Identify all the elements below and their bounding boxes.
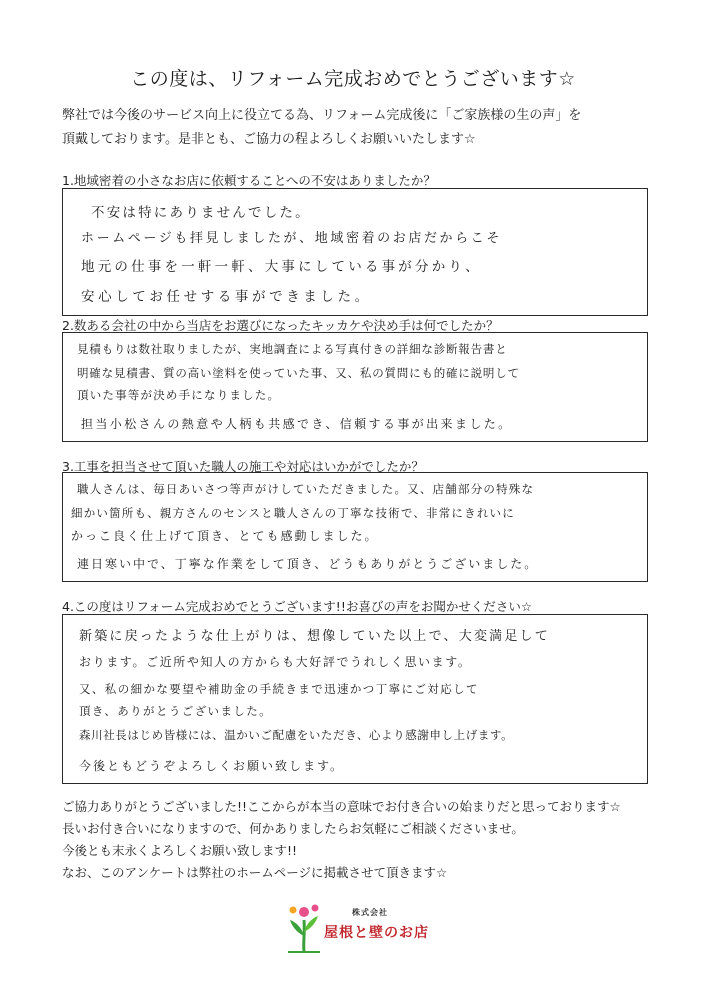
logo-company-type: 株式会社 — [352, 908, 388, 917]
handwritten-line: おります。ご近所や知人の方からも大好評でうれしく思います。 — [79, 655, 472, 669]
intro-line: 弊社では今後のサービス向上に役立てる為、リフォーム完成後に「ご家族様の生の声」を — [62, 108, 582, 123]
handwritten-line: 細かい箇所も、親方さんのセンスと職人さんの丁寧な技術で、非常にきれいに — [71, 506, 515, 520]
answer-box-2 — [62, 332, 648, 442]
answer-box-1 — [62, 188, 648, 316]
handwritten-line: 又、私の細かな要望や補助金の手続きまで迅速かつ丁寧にご対応して — [79, 682, 479, 696]
handwritten-line: 職人さんは、毎日あいさつ等声がけしていただきました。又、店舗部分の特殊な — [77, 482, 535, 496]
handwritten-line: 連日寒い中で、丁寧な作業をして頂き、どうもありがとうございました。 — [77, 557, 539, 571]
handwritten-line: 安心してお任せする事ができました。 — [81, 289, 372, 305]
handwritten-line: 頂いた事等が決め手になりました。 — [77, 388, 281, 402]
intro-text — [62, 104, 662, 152]
handwritten-line: 担当小松さんの熱意や人柄も共感でき、信頼する事が出来ました。 — [81, 417, 513, 431]
handwritten-line: 地元の仕事を一軒一軒、大事にしている事が分かり、 — [81, 259, 482, 275]
closing-line: ご協力ありがとうございました!!ここからが本当の意味でお付き合いの始まりだと思っております☆ — [62, 799, 621, 814]
closing-line: なお、このアンケートは弊社のホームページに掲載させて頂きます☆ — [62, 865, 448, 880]
closing-line: 長いお付き合いになりますので、何かありましたらお気軽にご相談くださいませ。 — [62, 821, 524, 836]
question-1-label: 1.地域密着の小さなお店に依頼することへの不安はありましたか？ — [62, 173, 436, 188]
question-4-label: 4.この度はリフォーム完成おめでとうございます!!お喜びの声をお聞かせください☆ — [62, 599, 533, 614]
handwritten-line: 新築に戻ったような仕上がりは、想像していた以上で、大変満足して — [79, 629, 550, 644]
handwritten-line: 見積もりは数社取りましたが、実地調査による写真付きの詳細な診断報告書と — [77, 342, 508, 356]
answer-box-4 — [62, 614, 648, 784]
handwritten-line: 明確な見積書、質の高い塗料を使っていた事、又、私の質問にも的確に説明して — [77, 366, 520, 380]
question-2-label: 2.数ある会社の中から当店をお選びになったキッカケや決め手は何でしたか？ — [62, 318, 499, 333]
question-3-label: 3.工事を担当させて頂いた職人の施工や対応はいかがでしたか？ — [62, 459, 424, 474]
intro-line: 頂戴しております。是非とも、ご協力の程よろしくお願いいたします☆ — [62, 132, 476, 147]
handwritten-line: ホームページも拝見しましたが、地域密着のお店だからこそ — [81, 231, 502, 246]
answer-box-3 — [62, 472, 648, 582]
closing-text — [62, 796, 662, 884]
handwritten-line: 頂き、ありがとうございました。 — [79, 704, 273, 718]
handwritten-line: かっこ良く仕上げて頂き、とても感動しました。 — [71, 529, 379, 543]
handwritten-line: 今後ともどうぞよろしくお願い致します。 — [79, 759, 345, 773]
closing-line: 今後とも末永くよろしくお願い致します!! — [62, 843, 298, 858]
page-title: この度は、リフォーム完成おめでとうございます☆ — [130, 68, 576, 90]
handwritten-line: 不安は特にありませんでした。 — [91, 205, 311, 221]
handwritten-line: 森川社長はじめ皆様には、温かいご配慮をいただき、心より感謝申し上げます。 — [79, 728, 514, 742]
flower-plant-icon — [284, 902, 324, 954]
logo-company-name: 屋根と壁のお店 — [324, 925, 429, 941]
